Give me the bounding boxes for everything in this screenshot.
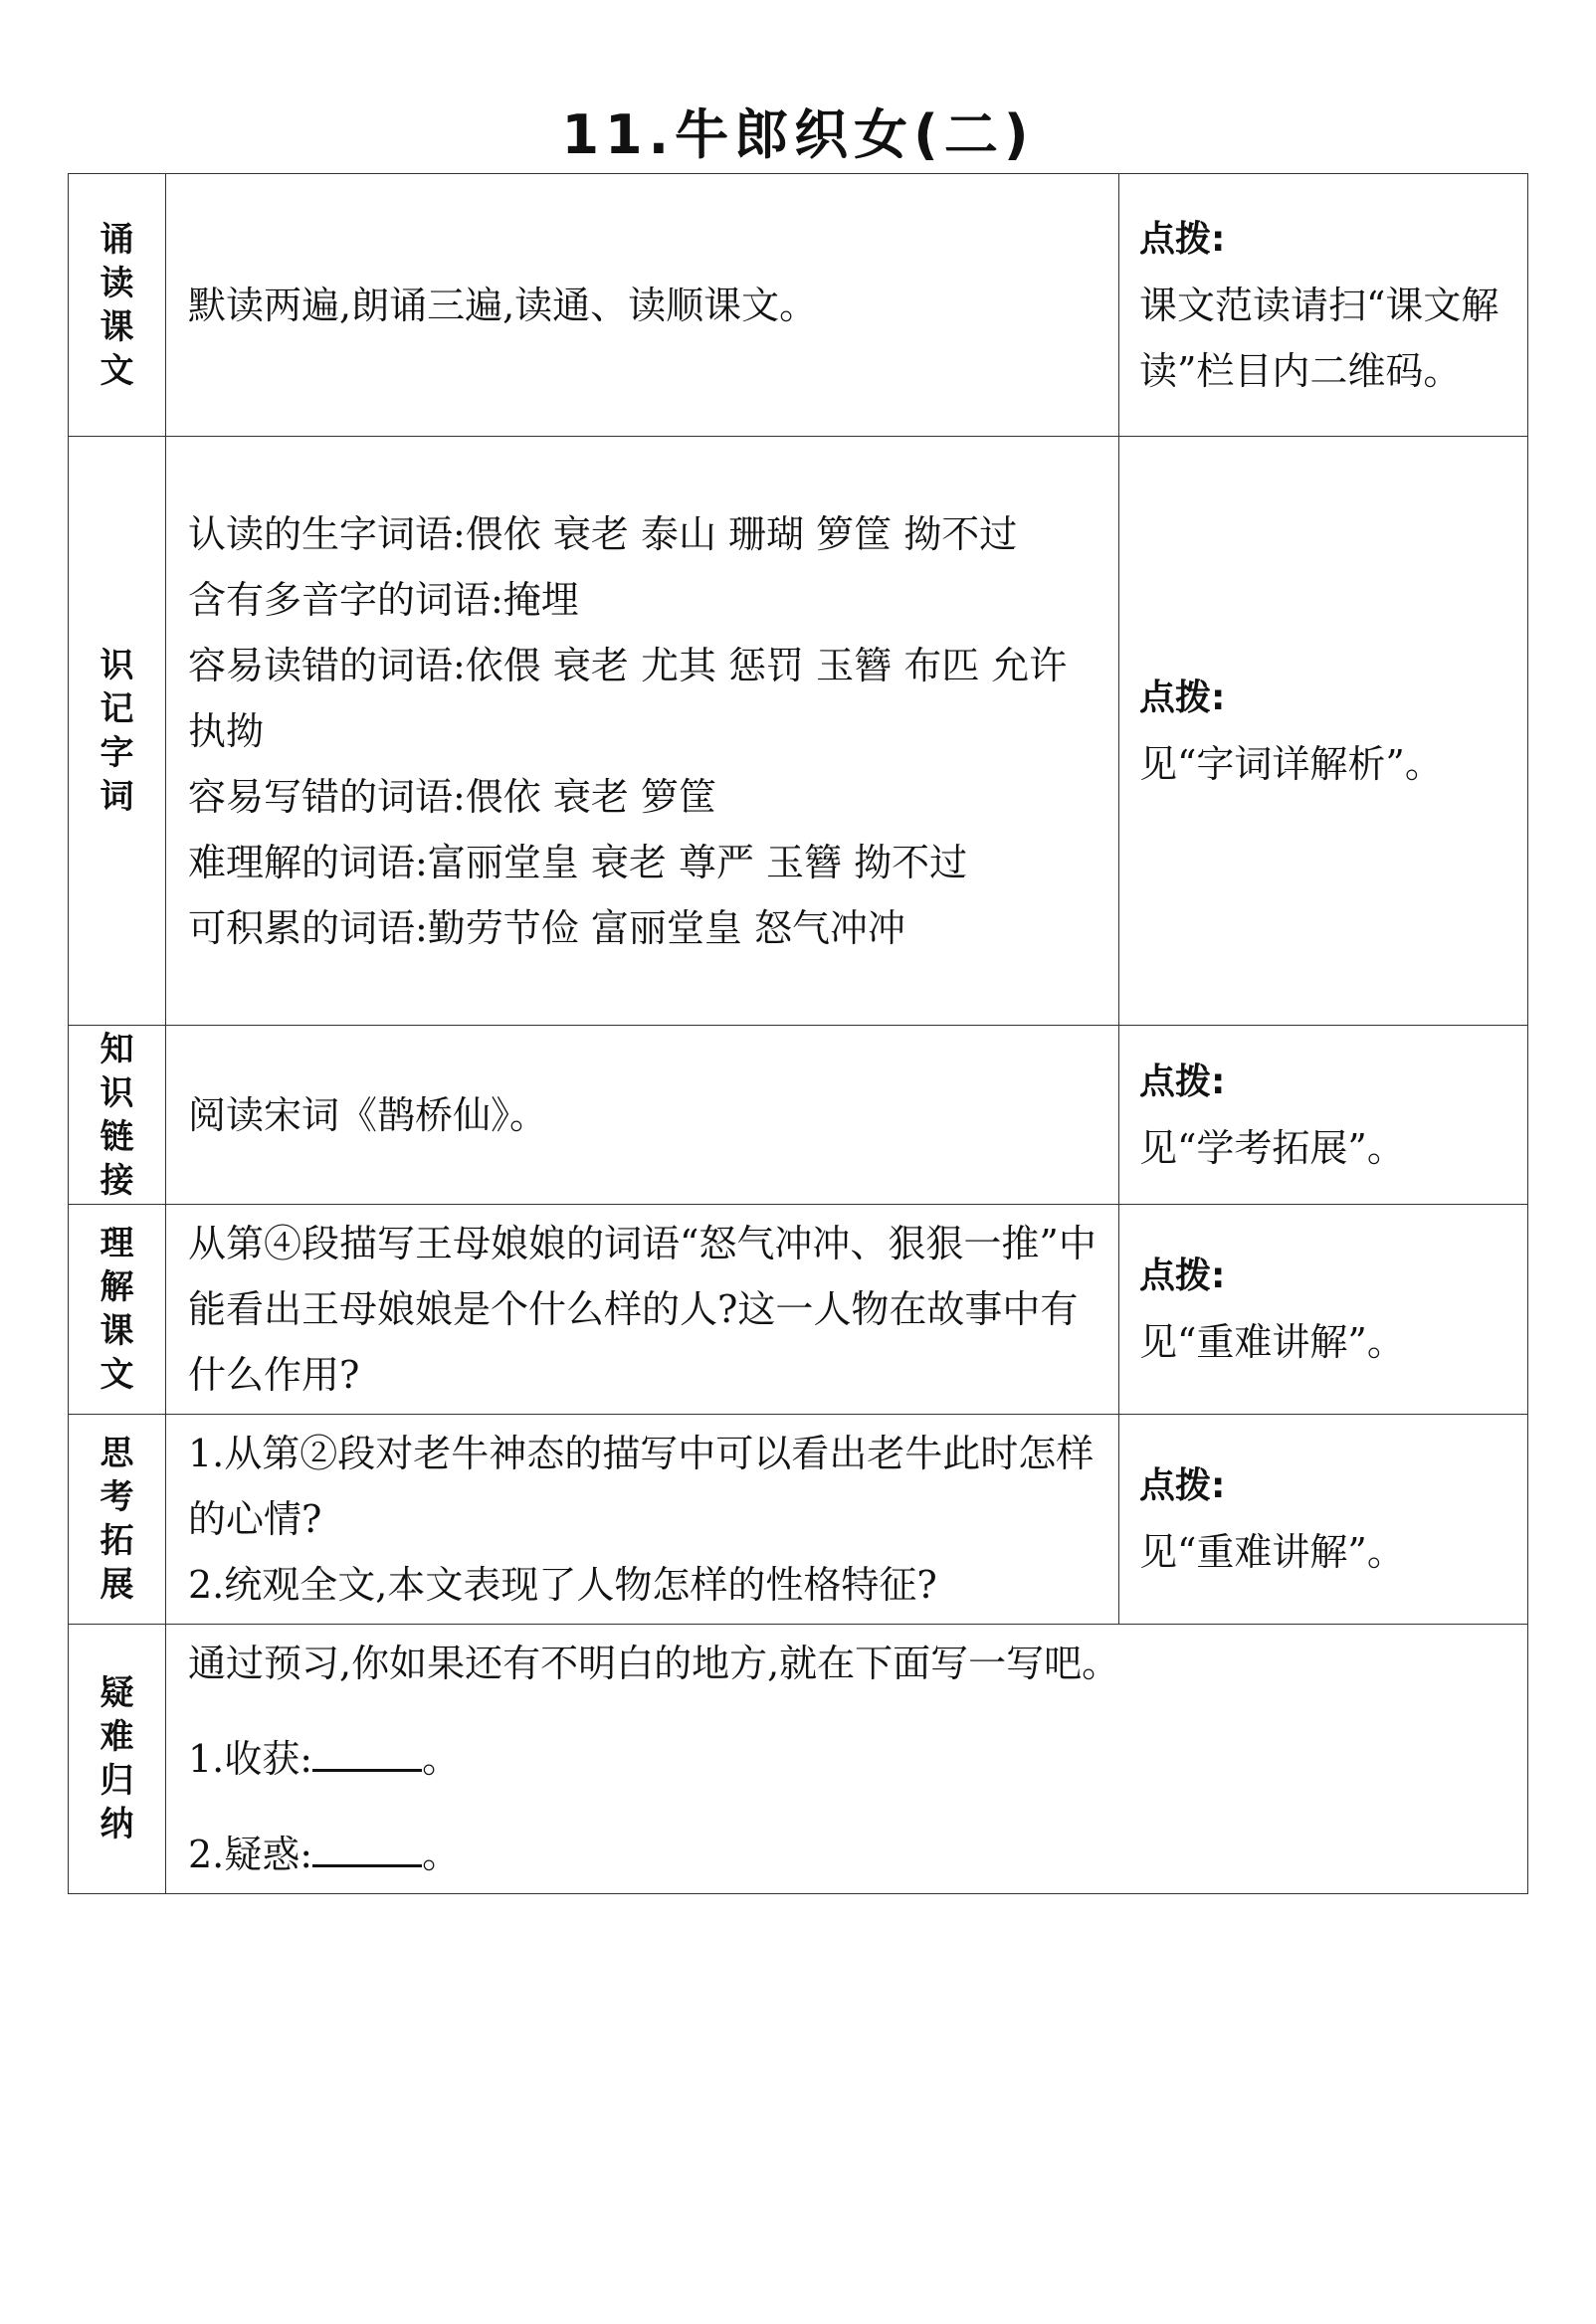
tip-text: 课文范读请扫“课文解读”栏目内二维码。 xyxy=(1139,283,1499,393)
section-label-summary: 疑 难 归 纳 xyxy=(69,1625,166,1894)
section-label-vocab: 识 记 字 词 xyxy=(69,437,166,1026)
vocab-line: 可积累的词语:勤劳节俭 富丽堂皇 怒气冲冲 xyxy=(188,905,905,950)
tip-text: 见“字词详解析”。 xyxy=(1139,741,1443,786)
gain-line xyxy=(188,1726,1509,1792)
vocab-line: 含有多音字的词语:掩埋 xyxy=(188,577,579,622)
tip-cell xyxy=(1119,174,1528,437)
tip-label: 点拨: xyxy=(1139,218,1226,260)
tip-label: 点拨: xyxy=(1139,1256,1226,1296)
extend-content xyxy=(166,1415,1119,1625)
vocab-content xyxy=(166,437,1119,1026)
recite-content: 默读两遍,朗诵三遍,读通、读顺课文。 xyxy=(166,174,1119,437)
tip-cell xyxy=(1119,1026,1528,1205)
table-row xyxy=(69,1415,1528,1625)
section-label-knowledge-link: 知 识 链 接 xyxy=(69,1026,166,1205)
table-row xyxy=(69,1205,1528,1415)
question-2: 2.统观全文,本文表现了人物怎样的性格特征? xyxy=(188,1563,937,1607)
tip-cell xyxy=(1119,1205,1528,1415)
vocab-line: 难理解的词语:富丽堂皇 衰老 尊严 玉簪 拗不过 xyxy=(188,840,968,884)
section-label-extend: 思 考 拓 展 xyxy=(69,1415,166,1625)
table-row xyxy=(69,1625,1528,1894)
vocab-line: 容易写错的词语:偎依 衰老 箩筐 xyxy=(188,774,716,819)
tip-text: 见“重难讲解”。 xyxy=(1139,1320,1405,1364)
gain-label: 1.收获: xyxy=(188,1737,313,1781)
preview-table xyxy=(68,173,1528,1894)
tip-label: 点拨: xyxy=(1139,1465,1226,1506)
gain-answer-blank[interactable] xyxy=(312,1729,422,1772)
tip-text: 见“学考拓展”。 xyxy=(1139,1125,1405,1170)
tip-label: 点拨: xyxy=(1139,1061,1226,1102)
page-title: 11.牛郎织女(二) xyxy=(561,103,1035,166)
summary-content xyxy=(166,1625,1528,1894)
vocab-line: 容易读错的词语:依偎 衰老 尤其 惩罚 玉簪 布匹 允许 执拗 xyxy=(188,643,1068,753)
tip-text: 见“重难讲解”。 xyxy=(1139,1530,1405,1574)
tip-cell xyxy=(1119,437,1528,1026)
table-row xyxy=(69,174,1528,437)
doubt-answer-blank[interactable] xyxy=(312,1825,422,1867)
summary-intro: 通过预习,你如果还有不明白的地方,就在下面写一写吧。 xyxy=(188,1642,1120,1685)
table-row xyxy=(69,1026,1528,1205)
doubt-label: 2.疑惑: xyxy=(188,1833,313,1876)
tip-cell xyxy=(1119,1415,1528,1625)
knowledge-link-content: 阅读宋词《鹊桥仙》。 xyxy=(166,1026,1119,1205)
vocab-line: 认读的生字词语:偎依 衰老 泰山 珊瑚 箩筐 拗不过 xyxy=(188,511,1018,556)
section-label-understand: 理 解 课 文 xyxy=(69,1205,166,1415)
understand-content: 从第④段描写王母娘娘的词语“怒气冲冲、狠狠一推”中能看出王母娘娘是个什么样的人?这一人物在故事中有什么作用? xyxy=(166,1205,1119,1415)
end-mark: 。 xyxy=(422,1737,461,1781)
section-label-recite: 诵 读 课 文 xyxy=(69,174,166,437)
end-mark: 。 xyxy=(422,1833,461,1876)
question-1: 1.从第②段对老牛神态的描写中可以看出老牛此时怎样的心情? xyxy=(188,1432,1095,1541)
tip-label: 点拨: xyxy=(1139,677,1226,718)
table-row xyxy=(69,437,1528,1026)
doubt-line xyxy=(188,1822,1509,1887)
